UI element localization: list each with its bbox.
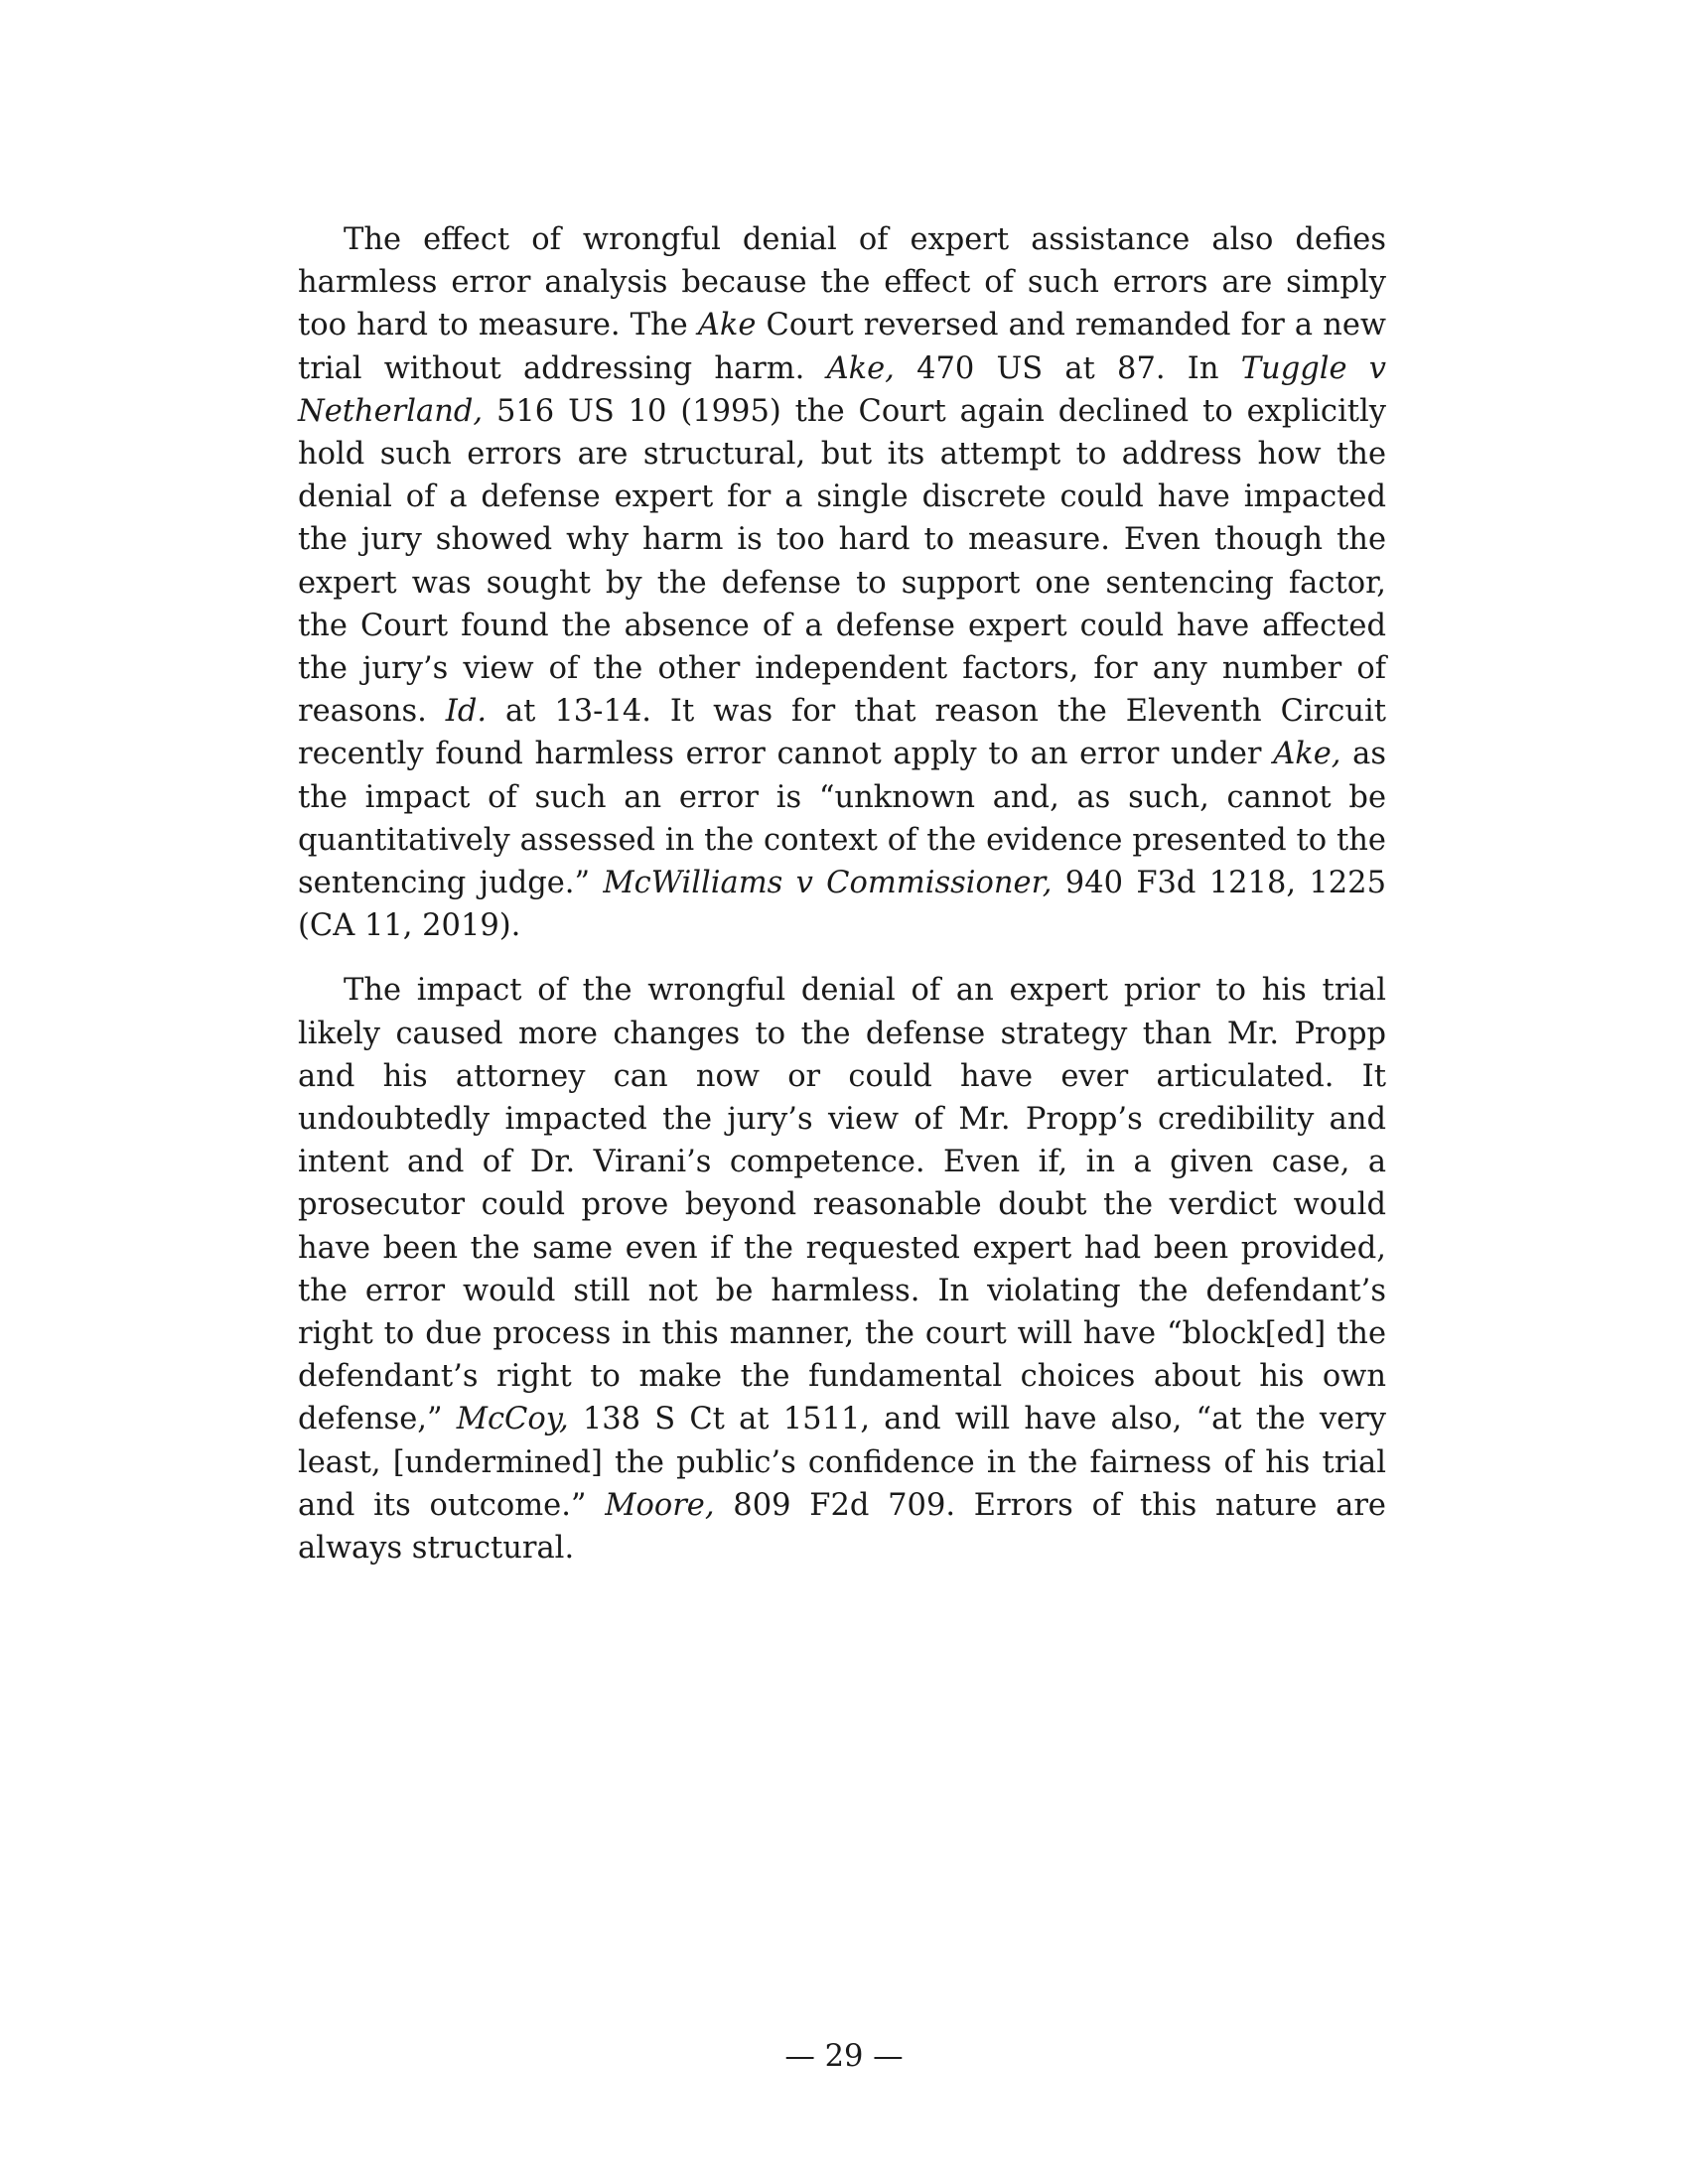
text-run: as the impact of such an error is “unknown and, as such, cannot be quantitatively assessed in the context of the evidence presented to the sentencing judge.” [298, 737, 1387, 901]
text-run: at 13-14. It was for that reason the Eleventh Circuit recently found harmless error cannot apply to an error under [298, 694, 1386, 772]
citation-italic: Id. [445, 694, 488, 730]
page-number: — 29 — [784, 2039, 904, 2074]
text-run: Court reversed and remanded for a new trial without addressing harm. [298, 308, 1386, 386]
paragraph-2 [298, 969, 1386, 1570]
paragraph-1 [298, 218, 1386, 947]
text-run: 809 F2d 709. Errors of this nature are always structural. [298, 1487, 1386, 1567]
citation-italic: McCoy, [456, 1402, 569, 1437]
citation-italic: Tuggle v Netherland, [298, 350, 1387, 429]
body-text [298, 218, 1386, 1570]
citation-italic: Moore, [605, 1487, 715, 1523]
citation-italic: Ake [697, 308, 757, 343]
citation-italic: Ake, [826, 350, 895, 386]
text-run: 138 S Ct at 1511, and will have also, “at the very least, [undermined] the public’s confidence in the fairness of his trial and its outcome.” [298, 1402, 1386, 1523]
text-run: The effect of wrongful denial of expert assistance also defies harmless error analysis because the effect of such errors are simply too hard to measure. The [298, 222, 1386, 343]
text-run: The impact of the wrongful denial of an expert prior to his trial likely caused more changes to the defense strategy than Mr. Propp and his attorney can now or could have ever articulated. It undoubtedly impacted the jury’s view of Mr. Propp’s credibility and intent and of Dr. Virani’s competence. Even if, in a given case, a prosecutor could prove beyond reasonable doubt the verdict would have been the same even if the requested expert had been provided, the error would still not be harmless. In violating the defendant’s right to due process in this manner, the court will have “block[ed] the defendant’s right to make the fundamental choices about his own defense,” [298, 973, 1386, 1437]
citation-italic: McWilliams v Commissioner, [603, 866, 1053, 901]
citation-italic: Ake, [1273, 737, 1341, 772]
text-run: 470 US at 87. In [894, 350, 1241, 386]
text-run: 516 US 10 (1995) the Court again declined to explicitly hold such errors are structural, but its attempt to address how the denial of a defense expert for a single discrete could have impacted the jury showed why harm is too hard to measure. Even though the expert was sought by the defense to support one sentencing factor, the Court found the absence of a defense expert could have affected the jury’s view of the other independent factors, for any number of reasons. [298, 393, 1386, 730]
text-run: 940 F3d 1218, 1225 (CA 11, 2019). [298, 866, 1386, 944]
